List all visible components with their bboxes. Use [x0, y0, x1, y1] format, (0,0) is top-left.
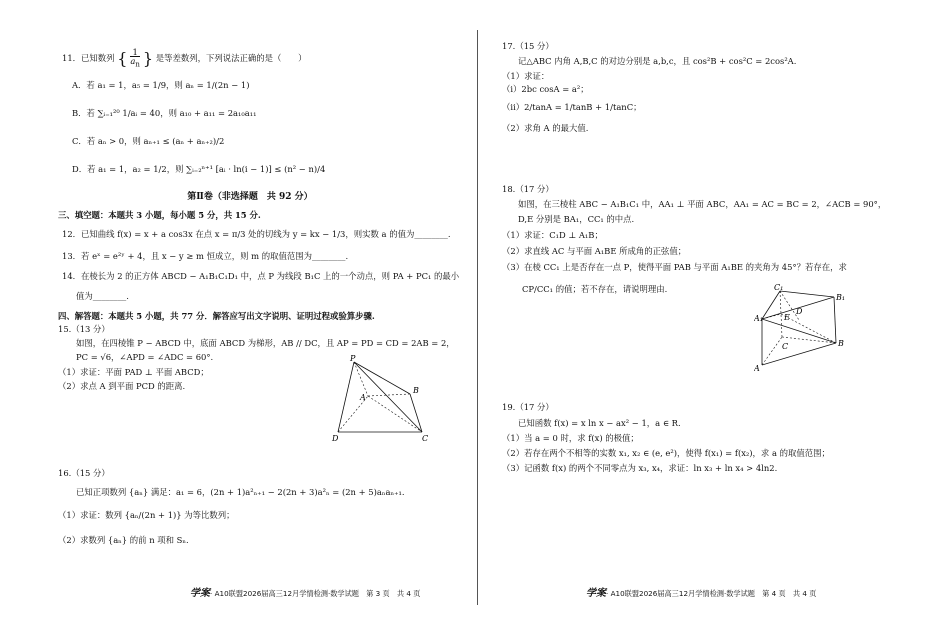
q16-line2: （1）求证：数列 {aₙ/(2n + 1)} 为等比数列；: [58, 510, 235, 520]
left-footer: 学案· A10联盟2026届高三12月学情检测·数学试题 第 3 页 共 4 页: [190, 588, 421, 599]
q18-line1: 如图，在三棱柱 ABC − A₁B₁C₁ 中，AA₁ ⊥ 平面 ABC，AA₁ = AC = BC = 2，∠ACB = 90°，: [518, 199, 887, 209]
q17-line1: 记△ABC 内角 A,B,C 的对边分别是 a,b,c，且 cos²B + cos²C = 2cos²A.: [518, 56, 797, 66]
q17-line3: （ⅰ）2bc cosA = a²；: [502, 84, 589, 94]
section3-title: 三、填空题：本题共 3 小题，每小题 5 分，共 15 分.: [58, 210, 261, 220]
left-page: [40, 0, 460, 634]
section4-title: 四、解答题：本题共 5 小题，共 77 分．解答应写出文字说明、证明过程或验算步骤.: [58, 311, 375, 321]
fig15-label-p: P: [350, 354, 356, 363]
q18-line4: （2）求直线 AC 与平面 A₁BE 所成角的正弦值；: [502, 246, 687, 256]
fig18-label-a: A: [754, 364, 760, 373]
q15-head: 15.（13 分）: [58, 324, 110, 334]
fig15-label-c: C: [422, 434, 429, 443]
q11-stem: 11．已知数列 { $\frac{1}{a_n}$ } 是等差数列，下列说法正确的是（ ）: [62, 47, 307, 70]
fig15-label-b: B: [413, 386, 419, 395]
q15-line1: 如图，在四棱锥 P − ABCD 中，底面 ABCD 为梯形，AB // DC，且 AP = PD = CD = 2AB = 2，: [76, 338, 455, 348]
fig18-label-c: C: [782, 342, 789, 351]
fig18-label-d: D: [796, 307, 803, 316]
fig15-label-d: D: [332, 434, 339, 443]
q11-option-d: D．若 a₁ = 1，a₂ = 1/2，则 ∑ᵢ₌₂ⁿ⁺¹ [aᵢ · ln(i − 1)] ≤ (n² − n)/4: [72, 164, 326, 174]
left-footer-text: A10联盟2026届高三12月学情检测·数学试题 第 3 页 共 4 页: [214, 589, 421, 598]
fig18-label-a1: A₁: [754, 314, 763, 323]
q11-stem-b: 是等差数列，下列说法正确的是（ ）: [155, 53, 307, 64]
q19-line4: （3）记函数 f(x) 的两个不同零点为 x₃, x₄，求证：ln x₃ + ln x₄ > 4ln2.: [502, 463, 778, 473]
question-14-line1: 14．在棱长为 2 的正方体 ABCD − A₁B₁C₁D₁ 中，点 P 为线段 B₁C 上的一个动点，则 PA + PC₁ 的最小: [62, 271, 460, 281]
q11-option-a: A．若 a₁ = 1，a₅ = 1/9，则 aₙ = 1/(2n − 1): [72, 80, 250, 90]
q18-line3: （1）求证：C₁D ⊥ A₁B；: [502, 230, 603, 240]
fig15-label-a: A: [360, 393, 366, 402]
q15-line3: （1）求证：平面 PAD ⊥ 平面 ABCD；: [58, 367, 209, 377]
q17-line4: （ⅱ）2/tanA = 1/tanB + 1/tanC；: [502, 102, 642, 112]
q18-line6: CP/CC₁ 的值；若不存在，请说明理由.: [522, 284, 668, 294]
logo-mark: 学案: [190, 588, 210, 599]
logo-mark-right: 学案: [586, 588, 606, 599]
question-14-line2: 值为________.: [76, 291, 129, 301]
page-divider: [477, 30, 478, 605]
q11-option-c: C．若 aₙ > 0，则 aₙ₊₁ ≤ (aₙ + aₙ₊₂)/2: [72, 136, 225, 146]
right-page: [496, 0, 916, 634]
pyramid-figure: [330, 352, 445, 444]
q16-line1: 已知正项数列 {aₙ} 满足：a₁ = 6，(2n + 1)a²ₙ₊₁ − 2(2n + 3)a²ₙ = (2n + 5)aₙaₙ₊₁.: [76, 487, 405, 497]
q19-head: 19.（17 分）: [502, 402, 554, 412]
q18-line2: D,E 分别是 BA₁，CC₁ 的中点.: [518, 214, 635, 224]
q17-line5: （2）求角 A 的最大值.: [502, 123, 589, 133]
part2-title: 第Ⅱ卷（非选择题 共 92 分）: [187, 192, 313, 202]
prism-figure: [754, 283, 854, 375]
right-footer: 学案· A10联盟2026届高三12月学情检测·数学试题 第 4 页 共 4 页: [586, 588, 817, 599]
q17-head: 17.（15 分）: [502, 41, 554, 51]
q16-line3: （2）求数列 {aₙ} 的前 n 项和 Sₙ.: [58, 535, 189, 545]
q15-line2: PC = √6，∠APD = ∠ADC = 60°.: [76, 352, 214, 362]
seq-fraction: $\frac{1}{a_n}$: [130, 47, 140, 70]
q19-line2: （1）当 a = 0 时，求 f(x) 的极值；: [502, 433, 639, 443]
fig18-label-b: B: [838, 339, 844, 348]
q11-option-b: B．若 ∑ᵢ₌₁²⁰ 1/aᵢ = 40，则 a₁₀ + a₁₁ = 2a₁₀a₁₁: [72, 108, 257, 118]
question-12: 12．已知曲线 f(x) = x + a cos3x 在点 x = π/3 处的切线为 y = kx − 1/3，则实数 a 的值为________.: [62, 229, 451, 239]
q11-stem-a: 11．已知数列: [62, 53, 115, 64]
question-13: 13．若 eˣ = e²ʸ + 4，且 x − y ≥ m 恒成立，则 m 的取值范围为________.: [62, 251, 349, 261]
fig18-label-c1: C₁: [774, 283, 784, 292]
fig18-label-e: E: [784, 313, 790, 322]
q15-line4: （2）求点 A 到平面 PCD 的距离.: [58, 381, 186, 391]
fig18-label-b1: B₁: [836, 293, 846, 302]
q18-head: 18.（17 分）: [502, 184, 554, 194]
right-footer-text: A10联盟2026届高三12月学情检测·数学试题 第 4 页 共 4 页: [610, 589, 817, 598]
q18-line5: （3）在棱 CC₁ 上是否存在一点 P，使得平面 PAB 与平面 A₁BE 的夹角为 45°？若存在，求: [502, 262, 847, 272]
q19-line3: （2）若存在两个不相等的实数 x₁, x₂ ∈ (e, e²)，使得 f(x₁) = f(x₂)，求 a 的取值范围；: [502, 448, 830, 458]
q16-head: 16.（15 分）: [58, 468, 110, 478]
q19-line1: 已知函数 f(x) = x ln x − ax² − 1，a ∈ R.: [518, 418, 681, 428]
q17-line2: （1）求证：: [502, 71, 550, 81]
